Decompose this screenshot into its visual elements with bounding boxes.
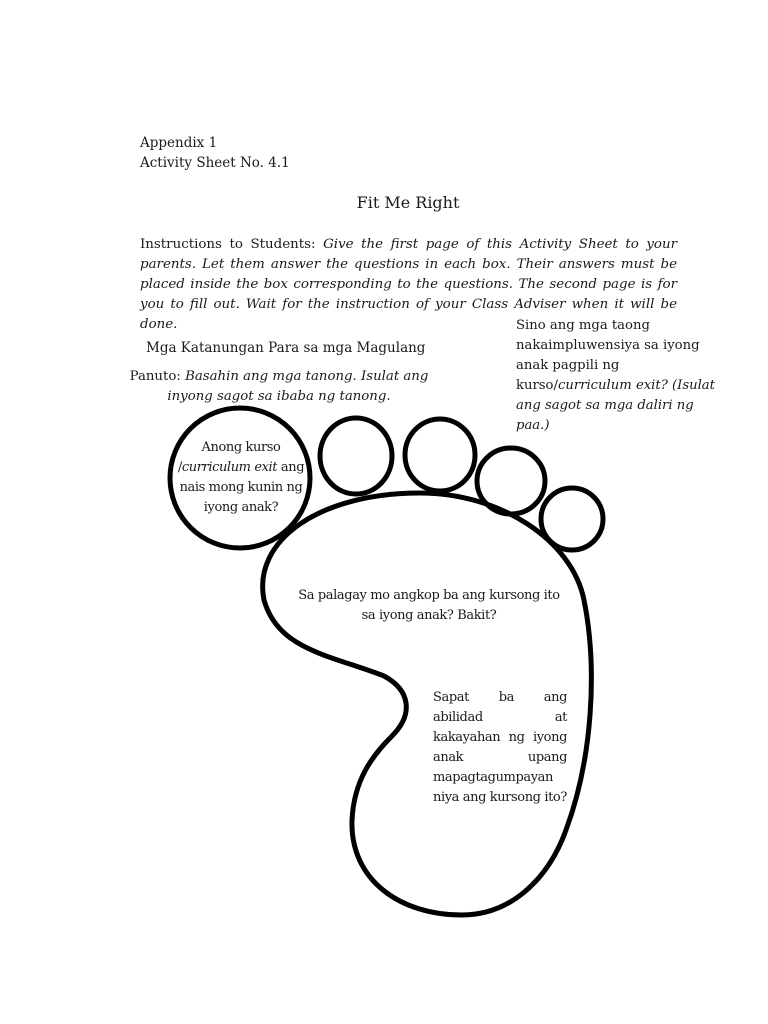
panuto-label: Panuto: [129, 369, 181, 384]
sole-question: Sa palagay mo angkop ba ang kursong ito sa iyong anak? Bakit? [298, 588, 560, 623]
instructions-label: Instructions to Students: [140, 237, 316, 252]
big-toe-line1: Anong kurso [201, 440, 281, 455]
big-toe-italic: curriculum exit [181, 460, 278, 475]
heel-question [433, 688, 567, 808]
appendix-label: Appendix 1 [140, 135, 218, 151]
parents-section-heading: Mga Katanungan Para sa mga Magulang [146, 340, 426, 356]
big-toe-question [171, 438, 311, 518]
toe-3-circle[interactable] [405, 419, 475, 491]
toe-2-circle[interactable] [320, 418, 392, 494]
page-title: Fit Me Right [356, 193, 460, 212]
big-toe-rest: ang nais mong kunin ng iyong anak? [179, 460, 305, 515]
panuto-text: Basahin ang mga tanong. Isulat ang inyong sagot sa ibaba ng tanong. [167, 369, 429, 404]
heel-question-body: Sapat ba ang abilidad at kakayahan ng iyong anak upang mapagtagumpayan [433, 690, 567, 785]
heel-question-last: niya ang kursong ito? [433, 790, 567, 805]
activity-sheet-label: Activity Sheet No. 4.1 [140, 155, 290, 171]
toes-question-italic: curriculum exit? (Isulat ang sagot sa mga daliri ng paa.) [516, 378, 715, 433]
big-toe-slash: / [177, 460, 182, 475]
instructions-text: Give the first page of this Activity Sheet to your parents. Let them answer the questions in each box. Their answers must be placed inside the box corresponding to the questions. The second page is for you to fill out. Wait for the instruction of your Class Adviser when it will be done. [140, 237, 678, 332]
toes-question-text: Sino ang mga taong nakaimpluwensiya sa iyong anak pagpili ng kurso/ [516, 318, 700, 393]
